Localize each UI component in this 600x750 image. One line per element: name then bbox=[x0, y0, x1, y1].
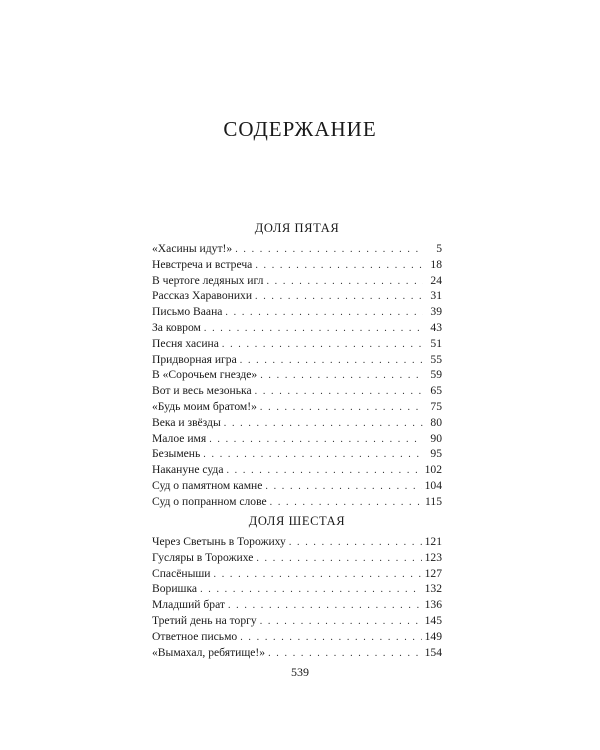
dot-leader bbox=[214, 567, 422, 582]
toc-entry bbox=[152, 352, 442, 368]
entry-title: «Будь моим братом!» bbox=[152, 399, 257, 413]
section-heading: ДОЛЯ ПЯТАЯ bbox=[254, 221, 340, 235]
dot-leader bbox=[260, 368, 423, 383]
entry-page-number: 80 bbox=[430, 415, 442, 429]
entry-page-number: 102 bbox=[424, 463, 442, 477]
toc-entry bbox=[152, 383, 442, 399]
entry-title: Через Светынь в Торожиху bbox=[152, 535, 286, 548]
dot-leader bbox=[225, 305, 423, 320]
entry-title: Накануне суда bbox=[152, 463, 224, 477]
entry-title: Рассказ Харавонихи bbox=[152, 289, 253, 303]
toc-section-part-five bbox=[152, 219, 442, 510]
entry-title: Малое имя bbox=[152, 431, 207, 445]
dot-leader bbox=[260, 400, 423, 415]
toc-entry bbox=[152, 534, 442, 550]
entry-title: «Хасины идут!» bbox=[152, 242, 233, 255]
entry-title: Безымень bbox=[152, 447, 201, 461]
toc-entry bbox=[152, 320, 442, 336]
entry-title: Ответное письмо bbox=[152, 629, 238, 643]
toc-list bbox=[152, 241, 442, 510]
dot-leader bbox=[266, 274, 423, 289]
entry-page-number: 127 bbox=[424, 566, 442, 580]
entry-page-number: 39 bbox=[430, 305, 442, 319]
entry-page-number: 55 bbox=[430, 352, 442, 366]
entry-title: Вот и весь мезонька bbox=[152, 384, 252, 398]
entry-title: Гусляры в Торожихе bbox=[152, 550, 254, 564]
toc-entry bbox=[152, 494, 442, 510]
entry-title: Спасёныши bbox=[152, 566, 211, 580]
entry-page-number: 31 bbox=[430, 289, 442, 303]
toc-entry bbox=[152, 288, 442, 304]
dot-leader bbox=[200, 582, 422, 597]
dot-leader bbox=[260, 614, 422, 629]
toc-entry bbox=[152, 273, 442, 289]
dot-leader bbox=[203, 447, 423, 462]
entry-page-number: 65 bbox=[430, 384, 442, 398]
dot-leader bbox=[240, 353, 423, 368]
entry-page-number: 18 bbox=[430, 257, 442, 271]
entry-title: Суд о попранном слове bbox=[152, 494, 267, 508]
dot-leader bbox=[255, 384, 423, 399]
entry-page-number: 5 bbox=[436, 242, 442, 255]
toc-entry bbox=[152, 446, 442, 462]
dot-leader bbox=[240, 630, 421, 645]
toc-entry bbox=[152, 629, 442, 645]
entry-title: Воришка bbox=[152, 582, 198, 596]
toc-entry bbox=[152, 367, 442, 383]
entry-page-number: 123 bbox=[424, 550, 442, 564]
toc-entry bbox=[152, 336, 442, 352]
toc-section-part-six bbox=[152, 512, 442, 660]
toc-entry bbox=[152, 257, 442, 273]
dot-leader bbox=[224, 416, 423, 431]
toc-entry bbox=[152, 645, 442, 661]
entry-page-number: 104 bbox=[424, 478, 442, 492]
entry-title: Письмо Ваана bbox=[152, 305, 223, 319]
dot-leader bbox=[268, 646, 422, 661]
toc-entry bbox=[152, 399, 442, 415]
entry-title: Века и звёзды bbox=[152, 415, 221, 429]
entry-page-number: 132 bbox=[424, 582, 442, 596]
entry-page-number: 51 bbox=[430, 336, 442, 350]
entry-page-number: 59 bbox=[430, 368, 442, 382]
entry-title: «Вымахал, ребятище!» bbox=[152, 645, 266, 659]
toc-entry bbox=[152, 566, 442, 582]
entry-title: Третий день на торгу bbox=[152, 613, 257, 627]
dot-leader bbox=[226, 463, 421, 478]
entry-page-number: 95 bbox=[430, 447, 442, 461]
entry-page-number: 145 bbox=[424, 613, 442, 627]
entry-page-number: 149 bbox=[424, 629, 442, 643]
toc-entry bbox=[152, 597, 442, 613]
dot-leader bbox=[228, 598, 422, 613]
dot-leader bbox=[255, 289, 423, 304]
toc-entry bbox=[152, 462, 442, 478]
dot-leader bbox=[235, 242, 423, 257]
entry-page-number: 43 bbox=[430, 320, 442, 334]
toc-entry bbox=[152, 581, 442, 597]
dot-leader bbox=[289, 535, 422, 550]
dot-leader bbox=[270, 495, 422, 510]
toc-entry bbox=[152, 304, 442, 320]
toc-entry bbox=[152, 415, 442, 431]
toc-entry bbox=[152, 241, 442, 257]
entry-page-number: 75 bbox=[430, 399, 442, 413]
entry-title: Невстреча и встреча bbox=[152, 257, 253, 271]
entry-title: За ковром bbox=[152, 320, 201, 334]
dot-leader bbox=[255, 258, 423, 273]
entry-title: В «Сорочьем гнезде» bbox=[152, 368, 258, 382]
entry-page-number: 121 bbox=[424, 535, 442, 548]
entry-title: Младший брат bbox=[152, 598, 225, 612]
toc-entry bbox=[152, 478, 442, 494]
entry-page-number: 115 bbox=[425, 494, 442, 508]
entry-page-number: 154 bbox=[424, 645, 442, 659]
dot-leader bbox=[256, 551, 421, 566]
entry-title: Суд о памятном камне bbox=[152, 478, 263, 492]
dot-leader bbox=[222, 337, 423, 352]
toc-entry bbox=[152, 550, 442, 566]
folio-page-number: 539 bbox=[291, 665, 309, 679]
entry-page-number: 24 bbox=[430, 273, 442, 287]
section-heading: ДОЛЯ ШЕСТАЯ bbox=[248, 514, 346, 528]
entry-title: В чертоге ледяных игл bbox=[152, 273, 264, 287]
toc-entry bbox=[152, 431, 442, 447]
dot-leader bbox=[265, 479, 421, 494]
toc-entry bbox=[152, 613, 442, 629]
entry-page-number: 90 bbox=[430, 431, 442, 445]
dot-leader bbox=[204, 321, 423, 336]
entry-page-number: 136 bbox=[424, 598, 442, 612]
dot-leader bbox=[209, 432, 423, 447]
entry-title: Придворная игра bbox=[152, 352, 237, 366]
toc-list bbox=[152, 534, 442, 660]
page-title: СОДЕРЖАНИЕ bbox=[223, 117, 377, 141]
entry-title: Песня хасина bbox=[152, 336, 219, 350]
